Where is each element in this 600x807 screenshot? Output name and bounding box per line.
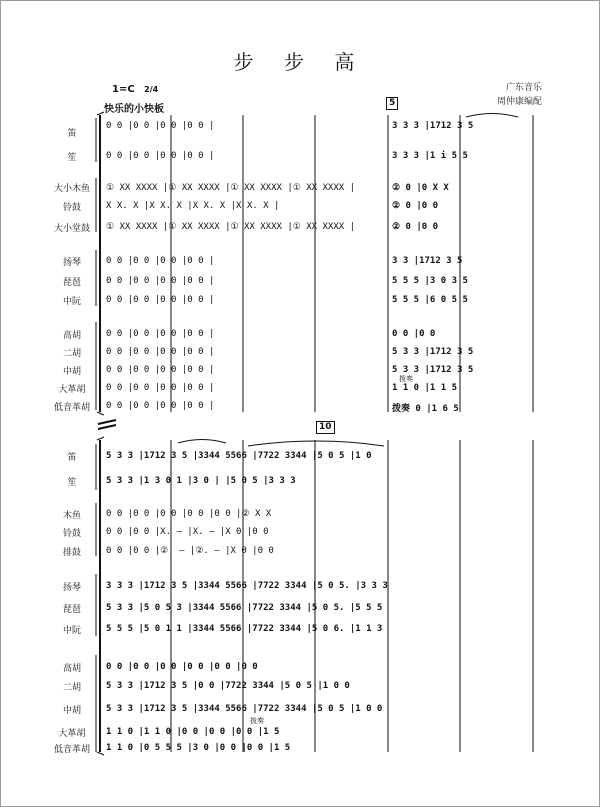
s1-bowed-line-5: 0 0 |0 0 |0 0 |0 0 | bbox=[106, 401, 215, 411]
s1-winds-line-1: 0 0 |0 0 |0 0 |0 0 | bbox=[106, 121, 215, 131]
s2-bowed-line-5: 1 1 0 |0 5 5 5 |3 0 |0 0 |0 0 |1 5 bbox=[106, 743, 291, 753]
s2-winds-line-2: 5 3 3 |1 3 0 1 |3 0 | |5 0 5 |3 3 3 bbox=[106, 476, 296, 486]
s1-tail-bowed-2: 5 3 3 |1712 3 5 bbox=[392, 347, 474, 357]
label-s2-dagehu: 大革胡 bbox=[58, 729, 86, 739]
s2-plucked-line-2: 5 3 3 |5 0 5 3 |3344 5566 |7722 3344 |5 0 5. |5 5 5 bbox=[106, 603, 383, 613]
s1-plucked-line-2: 0 0 |0 0 |0 0 |0 0 | bbox=[106, 276, 215, 286]
s1-tail-winds-2: 3 3 3 |1 i 5 5 bbox=[392, 151, 468, 161]
label-s1-gaohu: 高胡 bbox=[62, 331, 81, 341]
s1-bowed-line-4: 0 0 |0 0 |0 0 |0 0 | bbox=[106, 383, 215, 393]
label-s1-zhonghu: 中胡 bbox=[62, 367, 81, 377]
label-s1-dagehu: 大革胡 bbox=[58, 385, 86, 395]
label-s1-zhongruan: 中阮 bbox=[62, 297, 81, 307]
s1-tail-winds-1: 3 3 3 |1712 3 5 bbox=[392, 121, 474, 131]
rehearsal-mark-5: 5 bbox=[386, 97, 398, 110]
s1-tail-perc-3: ② 0 |0 0 bbox=[392, 222, 438, 232]
s2-bowed-line-1: 0 0 |0 0 |0 0 |0 0 |0 0 |0 0 bbox=[106, 662, 258, 672]
s2-bowed-line-2: 5 3 3 |1712 3 5 |0 0 |7722 3344 |5 0 5 |1 0 0 bbox=[106, 681, 350, 691]
label-s2-gaohu: 高胡 bbox=[62, 664, 81, 674]
piece-title: 步 步 高 bbox=[233, 50, 367, 74]
label-s1-linggu: 铃鼓 bbox=[62, 203, 81, 213]
s1-tail-bowed-3: 5 3 3 |1712 3 5 bbox=[392, 365, 474, 375]
s1-plucked-line-3: 0 0 |0 0 |0 0 |0 0 | bbox=[106, 295, 215, 305]
s1-pizz-note-1: 拨奏 bbox=[399, 375, 413, 383]
s2-plucked-line-3: 5 5 5 |5 0 1 1 |3344 5566 |7722 3344 |5 0 6. |1 1 3 bbox=[106, 624, 383, 634]
label-s2-sheng: 笙 bbox=[67, 478, 77, 488]
s1-bowed-line-1: 0 0 |0 0 |0 0 |0 0 | bbox=[106, 329, 215, 339]
label-s1-erhu: 二胡 bbox=[62, 349, 81, 359]
s1-perc-line-3: ① XX XXXX |① XX XXXX |① XX XXXX |① XX XXXX | bbox=[106, 222, 356, 232]
label-s1-sheng: 笙 bbox=[67, 153, 77, 163]
label-s1-di: 笛 bbox=[67, 129, 77, 139]
s1-perc-line-1: ① XX XXXX |① XX XXXX |① XX XXXX |① XX XXXX | bbox=[106, 183, 356, 193]
key-value: 1=C bbox=[112, 84, 135, 95]
label-s2-erhu: 二胡 bbox=[62, 683, 81, 693]
s1-plucked-line-1: 0 0 |0 0 |0 0 |0 0 | bbox=[106, 256, 215, 266]
s1-tail-bowed-4: 1 1 0 |1 1 5 bbox=[392, 383, 458, 393]
s2-perc-line-3: 0 0 |0 0 |②. — |②. — |X 0 |0 0 bbox=[106, 546, 274, 556]
label-s2-diyingehu: 低音革胡 bbox=[53, 745, 90, 755]
s2-pizz-note: 拨奏 bbox=[250, 717, 264, 725]
s2-perc-line-1: 0 0 |0 0 |0 0 |0 0 |0 0 |② X X bbox=[106, 509, 272, 519]
s1-tail-perc-1: ② 0 |0 X X bbox=[392, 183, 449, 193]
label-s2-pipa: 琵琶 bbox=[62, 605, 81, 615]
rehearsal-mark-10: 10 bbox=[316, 421, 335, 434]
label-s2-di: 笛 bbox=[67, 453, 77, 463]
s1-tail-bowed-5: 拨奏 0 |1 6 5 bbox=[392, 404, 459, 414]
label-s2-zhonghu: 中胡 bbox=[62, 706, 81, 716]
origin-note: 广东音乐 bbox=[505, 83, 542, 93]
s1-tail-plucked-1: 3 3 |1712 3 5 bbox=[392, 256, 463, 266]
s2-perc-line-2: 0 0 |0 0 |X. — |X. — |X 0 |0 0 bbox=[106, 527, 269, 537]
s1-bowed-line-2: 0 0 |0 0 |0 0 |0 0 | bbox=[106, 347, 215, 357]
s1-winds-line-2: 0 0 |0 0 |0 0 |0 0 | bbox=[106, 151, 215, 161]
label-s1-tanggu: 大小堂鼓 bbox=[53, 224, 90, 234]
s2-bowed-line-4: 1 1 0 |1 1 0 |0 0 |0 0 |0 0 |1 5 bbox=[106, 727, 280, 737]
label-s1-diyingehu: 低音革胡 bbox=[53, 403, 90, 413]
s1-bowed-line-3: 0 0 |0 0 |0 0 |0 0 | bbox=[106, 365, 215, 375]
s2-plucked-line-1: 3 3 3 |1712 3 5 |3344 5566 |7722 3344 |5 0 5. |3 3 3 bbox=[106, 581, 388, 591]
s1-tail-bowed-1: 0 0 |0 0 bbox=[392, 329, 436, 339]
s2-winds-line-1: 5 3 3 |1712 3 5 |3344 5566 |7722 3344 |5 0 5 |1 0 bbox=[106, 451, 372, 461]
label-s1-muyu: 大小木鱼 bbox=[53, 184, 90, 194]
label-s1-yangqin: 扬琴 bbox=[62, 258, 81, 268]
label-s2-linggu: 铃鼓 bbox=[62, 529, 81, 539]
label-s2-paigu: 排鼓 bbox=[62, 548, 81, 558]
label-s2-yangqin: 扬琴 bbox=[62, 583, 81, 593]
label-s2-muyu: 木鱼 bbox=[62, 511, 81, 521]
s1-tail-perc-2: ② 0 |0 0 bbox=[392, 201, 438, 211]
s1-perc-line-2: X X. X |X X. X |X X. X |X X. X | bbox=[106, 201, 280, 211]
label-s1-pipa: 琵琶 bbox=[62, 278, 81, 288]
s1-tail-plucked-2: 5 5 5 |3 0 3 5 bbox=[392, 276, 468, 286]
label-s2-zhongruan: 中阮 bbox=[62, 626, 81, 636]
tempo-marking: 快乐的小快板 bbox=[104, 104, 164, 115]
s1-tail-plucked-3: 5 5 5 |6 0 5 5 bbox=[392, 295, 468, 305]
meter-value: 2/4 bbox=[144, 85, 159, 94]
arranger-note: 周仲康编配 bbox=[496, 97, 542, 107]
s2-bowed-line-3: 5 3 3 |1712 3 5 |3344 5566 |7722 3344 |5 0 5 |1 0 0 bbox=[106, 704, 383, 714]
